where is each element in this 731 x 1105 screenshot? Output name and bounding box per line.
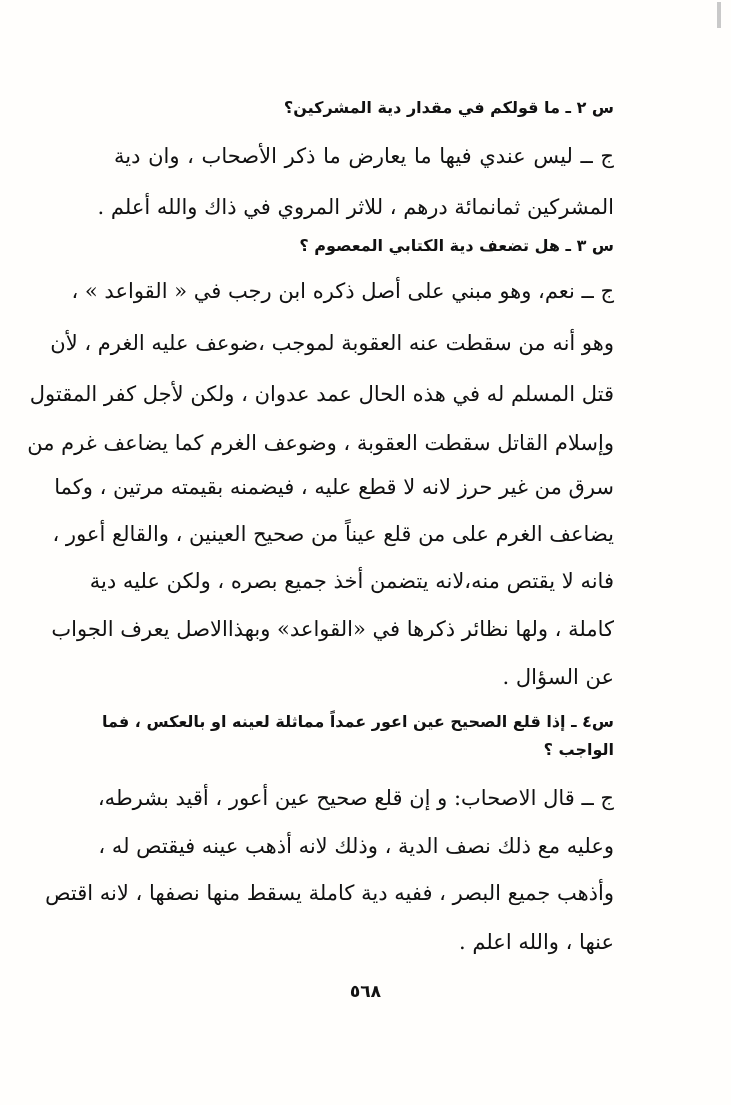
question-3-line-1: س ٣ ـ هل تضعف دية الكتابي المعصوم ؟ (299, 236, 614, 255)
answer-4-line-1: ج ــ قال الاصحاب: و إن قلع صحيح عين أعور ، أقيد بشرطه، (97, 786, 614, 810)
question-4-line-2: الواجب ؟ (543, 740, 614, 759)
answer-3-line-8: كاملة ، ولها نظائر ذكرها في «القواعد» وبهذاالاصل يعرف الجواب (51, 617, 614, 641)
answer-4-line-3: وأذهب جميع البصر ، ففيه دية كاملة يسقط منها نصفها ، لانه اقتص (45, 881, 614, 905)
question-4-line-1: س٤ ـ إذا قلع الصحيح عين اعور عمداً مماثلة لعينه او بالعكس ، فما (102, 712, 614, 731)
answer-4-line-2: وعليه مع ذلك نصف الدية ، وذلك لانه أذهب عينه فيقتص له ، (98, 834, 614, 858)
question-2-line-1: س ٢ ـ ما قولكم في مقدار دية المشركين؟ (283, 98, 614, 117)
answer-3-line-5: سرق من غير حرز لانه لا قطع عليه ، فيضمنه بقيمته مرتين ، وكما (54, 475, 614, 499)
answer-3-line-7: فانه لا يقتص منه،لانه يتضمن أخذ جميع بصره ، ولكن عليه دية (89, 569, 614, 593)
scan-edge-mark (717, 2, 721, 28)
answer-3-line-3: قتل المسلم له في هذه الحال عمد عدوان ، ولكن لأجل كفر المقتول (29, 382, 614, 406)
answer-3-line-2: وهو أنه من سقطت عنه العقوبة لموجب ،ضوعف عليه الغرم ، لأن (50, 331, 614, 355)
answer-3-line-6: يضاعف الغرم على من قلع عيناً من صحيح العينين ، والقالع أعور ، (52, 522, 614, 546)
answer-4-line-4: عنها ، والله اعلم . (459, 930, 614, 954)
answer-2-line-1: ج ــ ليس عندي فيها ما يعارض ما ذكر الأصحاب ، وان دية (114, 144, 614, 168)
answer-3-line-9: عن السؤال . (502, 665, 614, 689)
answer-3-line-1: ج ــ نعم، وهو مبني على أصل ذكره ابن رجب في « القواعد » ، (71, 279, 614, 303)
answer-2-line-2: المشركين ثمانمائة درهم ، للاثر المروي في ذاك والله أعلم . (97, 195, 614, 219)
page-number: ٥٦٨ (349, 982, 382, 1002)
answer-3-line-4: وإسلام القاتل سقطت العقوبة ، وضوعف الغرم كما يضاعف غرم من (27, 431, 614, 455)
